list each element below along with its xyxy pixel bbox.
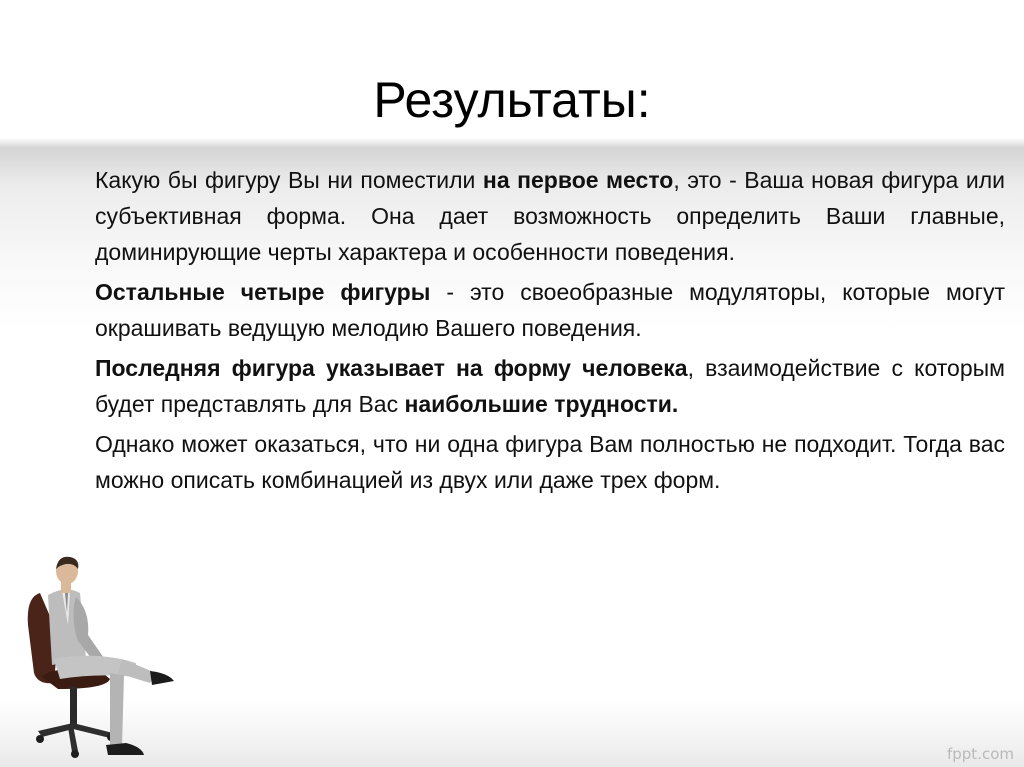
paragraph-segment: , взаимодействие с которым будет представлять для Вас xyxy=(95,355,1005,417)
slide-title: Результаты: xyxy=(373,72,651,128)
paragraph-segment-bold: наибольшие трудности. xyxy=(404,391,679,417)
paragraph-segment: , это - Ваша новая фигура или субъективная форма. Она дает возможность определить Ваши главные, доминирующие черты характера и особенности поведения. xyxy=(95,167,1005,265)
paragraph-2 xyxy=(95,274,1005,346)
paragraph-segment-bold: Остальные четыре фигуры xyxy=(95,279,431,305)
seated-businessman-icon xyxy=(18,555,188,767)
paragraph-3 xyxy=(95,350,1005,422)
paragraph-segment-bold: Последняя фигура указывает на форму человека xyxy=(95,355,688,381)
paragraph-segment-bold: на первое место xyxy=(482,167,674,193)
slide-body xyxy=(95,162,1005,502)
paragraph-segment: Какую бы фигуру Вы ни поместили xyxy=(95,167,483,193)
paragraph-1 xyxy=(95,162,1005,270)
paragraph-segment: Однако может оказаться, что ни одна фигура Вам полностью не подходит. Тогда вас можно описать комбинацией из двух или даже трех форм. xyxy=(95,431,1005,493)
paragraph-4 xyxy=(95,426,1005,498)
paragraph-segment: - это своеобразные модуляторы, которые могут окрашивать ведущую мелодию Вашего поведения. xyxy=(95,279,1005,341)
watermark: fppt.com xyxy=(946,745,1014,763)
